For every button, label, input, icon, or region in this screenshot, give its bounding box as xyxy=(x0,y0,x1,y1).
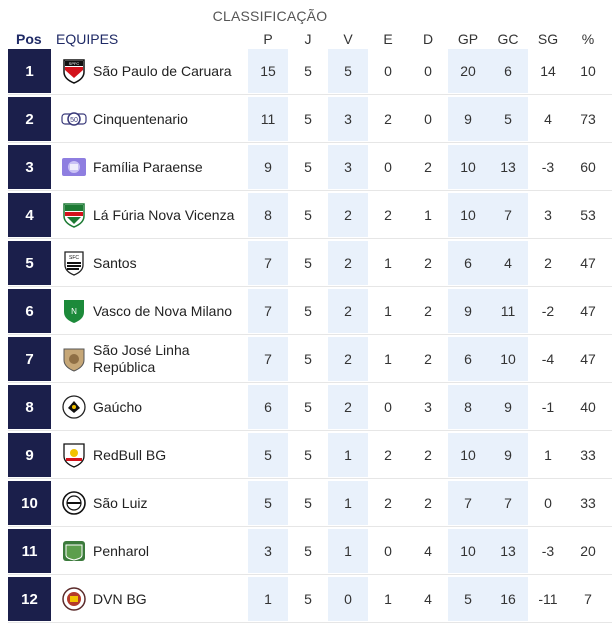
table-row[interactable] xyxy=(8,481,612,525)
stat-cell-sg: 4 xyxy=(544,111,552,127)
stat-cell-sg: 2 xyxy=(544,255,552,271)
stat-cell-d: 0 xyxy=(424,63,432,79)
teams-header: EQUIPES xyxy=(56,31,119,47)
stat-cell-j: 5 xyxy=(304,303,312,319)
column-header-3: E xyxy=(383,31,393,47)
stat-cell-sg: 3 xyxy=(544,207,552,223)
table-row[interactable] xyxy=(8,97,612,141)
stat-cell-e: 2 xyxy=(384,111,392,127)
stat-cell-gc: 10 xyxy=(488,337,528,381)
row-divider xyxy=(8,430,612,431)
stat-cell-j: 5 xyxy=(304,63,312,79)
table-row[interactable] xyxy=(8,289,612,333)
team-name[interactable]: São José Linha República xyxy=(93,342,190,375)
svg-text:N: N xyxy=(71,307,77,316)
stat-cell-gc: 9 xyxy=(488,433,528,477)
team-name[interactable]: Lá Fúria Nova Vicenza xyxy=(93,206,235,223)
stat-cell-gp: 5 xyxy=(448,577,488,621)
stat-cell-j: 5 xyxy=(304,159,312,175)
team-name[interactable]: Gaúcho xyxy=(93,398,143,415)
stat-cell-sg: -3 xyxy=(541,543,555,559)
redbull-badge-icon xyxy=(61,442,87,468)
stat-cell-gc: 4 xyxy=(488,241,528,285)
stat-cell-e: 0 xyxy=(384,63,392,79)
stat-cell-e: 2 xyxy=(384,447,392,463)
row-divider xyxy=(8,622,612,623)
stat-cell-d: 1 xyxy=(424,207,432,223)
stat-cell-pct: 47 xyxy=(580,255,596,271)
team-cell[interactable] xyxy=(51,145,249,189)
stat-cell-gp: 20 xyxy=(448,49,488,93)
classificacao-title: CLASSIFICAÇÃO xyxy=(212,8,328,24)
vasco-badge-icon xyxy=(61,298,87,324)
santos-badge-icon xyxy=(61,250,87,276)
stat-cell-v: 2 xyxy=(328,193,368,237)
stat-cell-pct: 47 xyxy=(580,303,596,319)
team-name[interactable]: Santos xyxy=(93,254,137,271)
stat-cell-e: 2 xyxy=(384,495,392,511)
stat-cell-v: 0 xyxy=(328,577,368,621)
table-row[interactable] xyxy=(8,529,612,573)
stat-cell-e: 1 xyxy=(384,591,392,607)
row-divider xyxy=(8,190,612,191)
stat-cell-d: 2 xyxy=(424,351,432,367)
stat-cell-sg: 0 xyxy=(544,495,552,511)
stat-cell-p: 5 xyxy=(248,481,288,525)
stat-cell-p: 15 xyxy=(248,49,288,93)
stat-cell-pct: 33 xyxy=(580,495,596,511)
column-header-0: P xyxy=(263,31,273,47)
stat-cell-gp: 10 xyxy=(448,433,488,477)
team-name[interactable]: São Paulo de Caruara xyxy=(93,62,232,79)
column-header-4: D xyxy=(422,31,434,47)
stat-cell-e: 0 xyxy=(384,399,392,415)
column-header-6: GC xyxy=(497,31,519,47)
stat-cell-j: 5 xyxy=(304,351,312,367)
position-number: 6 xyxy=(8,289,51,333)
stat-cell-gp: 8 xyxy=(448,385,488,429)
table-row[interactable] xyxy=(8,577,612,621)
team-name[interactable]: DVN BG xyxy=(93,590,147,607)
stat-cell-pct: 7 xyxy=(584,591,592,607)
team-name[interactable]: São Luiz xyxy=(93,494,148,511)
svg-text:SPFC: SPFC xyxy=(68,61,80,66)
stat-cell-v: 5 xyxy=(328,49,368,93)
stat-cell-gp: 6 xyxy=(448,337,488,381)
position-number: 12 xyxy=(8,577,51,621)
penharol-badge-icon xyxy=(61,538,87,564)
furia-badge-icon xyxy=(61,202,87,228)
team-cell[interactable] xyxy=(51,337,249,381)
stat-cell-sg: 14 xyxy=(540,63,556,79)
stat-cell-pct: 60 xyxy=(580,159,596,175)
stat-cell-p: 7 xyxy=(248,241,288,285)
column-header-1: J xyxy=(304,31,312,47)
stat-cell-d: 3 xyxy=(424,399,432,415)
team-cell[interactable] xyxy=(51,385,249,429)
stat-cell-e: 0 xyxy=(384,159,392,175)
row-divider xyxy=(8,574,612,575)
column-header-2: V xyxy=(343,31,353,47)
stat-cell-p: 5 xyxy=(248,433,288,477)
stat-cell-e: 0 xyxy=(384,543,392,559)
stat-cell-gc: 11 xyxy=(488,289,528,333)
stat-cell-pct: 53 xyxy=(580,207,596,223)
stat-cell-v: 1 xyxy=(328,529,368,573)
position-number: 9 xyxy=(8,433,51,477)
team-cell[interactable] xyxy=(51,577,249,621)
pos-header: Pos xyxy=(16,31,42,47)
stat-cell-v: 3 xyxy=(328,97,368,141)
stat-cell-v: 2 xyxy=(328,385,368,429)
stat-cell-gc: 7 xyxy=(488,481,528,525)
stat-cell-d: 2 xyxy=(424,303,432,319)
sao-jose-badge-icon xyxy=(61,346,87,372)
position-number: 5 xyxy=(8,241,51,285)
stat-cell-d: 2 xyxy=(424,495,432,511)
row-divider xyxy=(8,286,612,287)
paraense-badge-icon xyxy=(61,154,87,180)
stat-cell-j: 5 xyxy=(304,399,312,415)
stat-cell-sg: -11 xyxy=(538,591,558,607)
stat-cell-e: 1 xyxy=(384,303,392,319)
stat-cell-p: 3 xyxy=(248,529,288,573)
stat-cell-p: 7 xyxy=(248,289,288,333)
table-row[interactable] xyxy=(8,433,612,477)
stat-cell-v: 2 xyxy=(328,289,368,333)
stat-cell-gc: 7 xyxy=(488,193,528,237)
column-header-8: % xyxy=(581,31,595,47)
table-row[interactable] xyxy=(8,145,612,189)
stat-cell-gp: 9 xyxy=(448,289,488,333)
stat-cell-sg: -1 xyxy=(541,399,555,415)
team-cell[interactable] xyxy=(51,241,249,285)
column-header-5: GP xyxy=(457,31,479,47)
position-number: 10 xyxy=(8,481,51,525)
stat-cell-pct: 33 xyxy=(580,447,596,463)
stat-cell-gc: 13 xyxy=(488,145,528,189)
table-row[interactable] xyxy=(8,193,612,237)
stat-cell-e: 1 xyxy=(384,351,392,367)
stat-cell-gc: 6 xyxy=(488,49,528,93)
stat-cell-p: 6 xyxy=(248,385,288,429)
cinquentenario-badge-icon xyxy=(61,106,87,132)
stat-cell-p: 9 xyxy=(248,145,288,189)
stat-cell-gp: 6 xyxy=(448,241,488,285)
stat-cell-p: 8 xyxy=(248,193,288,237)
stat-cell-gc: 13 xyxy=(488,529,528,573)
position-number: 3 xyxy=(8,145,51,189)
stat-cell-d: 2 xyxy=(424,447,432,463)
stat-cell-sg: -2 xyxy=(541,303,555,319)
stat-cell-j: 5 xyxy=(304,447,312,463)
stat-cell-p: 11 xyxy=(248,97,288,141)
row-divider xyxy=(8,526,612,527)
position-number: 1 xyxy=(8,49,51,93)
team-cell[interactable] xyxy=(51,481,249,525)
stat-cell-sg: 1 xyxy=(544,447,552,463)
stat-cell-gp: 9 xyxy=(448,97,488,141)
stat-cell-gp: 10 xyxy=(448,145,488,189)
stat-cell-p: 7 xyxy=(248,337,288,381)
stat-cell-pct: 20 xyxy=(580,543,596,559)
team-cell[interactable] xyxy=(51,529,249,573)
team-name[interactable]: Cinquentenario xyxy=(93,110,188,127)
stat-cell-v: 3 xyxy=(328,145,368,189)
stat-cell-j: 5 xyxy=(304,495,312,511)
position-number: 7 xyxy=(8,337,51,381)
table-row[interactable] xyxy=(8,337,612,381)
stat-cell-sg: -4 xyxy=(541,351,555,367)
stat-cell-sg: -3 xyxy=(541,159,555,175)
stat-cell-j: 5 xyxy=(304,543,312,559)
stat-cell-d: 2 xyxy=(424,159,432,175)
stat-cell-v: 2 xyxy=(328,337,368,381)
column-header-7: SG xyxy=(537,31,559,47)
team-cell[interactable] xyxy=(51,97,249,141)
sp-badge-icon xyxy=(61,58,87,84)
team-cell[interactable] xyxy=(51,193,249,237)
stat-cell-gc: 9 xyxy=(488,385,528,429)
position-number: 8 xyxy=(8,385,51,429)
team-name[interactable]: Penharol xyxy=(93,542,150,559)
team-cell[interactable] xyxy=(51,289,249,333)
stat-cell-e: 1 xyxy=(384,255,392,271)
stat-cell-d: 4 xyxy=(424,543,432,559)
table-row[interactable] xyxy=(8,49,612,93)
team-name[interactable]: RedBull BG xyxy=(93,446,167,463)
stat-cell-j: 5 xyxy=(304,111,312,127)
stat-cell-v: 1 xyxy=(328,481,368,525)
stat-cell-d: 4 xyxy=(424,591,432,607)
position-number: 2 xyxy=(8,97,51,141)
row-divider xyxy=(8,334,612,335)
stat-cell-pct: 73 xyxy=(580,111,596,127)
team-cell[interactable] xyxy=(51,49,249,93)
position-number: 4 xyxy=(8,193,51,237)
stat-cell-pct: 40 xyxy=(580,399,596,415)
sao-luiz-badge-icon xyxy=(61,490,87,516)
table-row[interactable] xyxy=(8,385,612,429)
stat-cell-gp: 7 xyxy=(448,481,488,525)
row-divider xyxy=(8,142,612,143)
stat-cell-gp: 10 xyxy=(448,529,488,573)
row-divider xyxy=(8,94,612,95)
stat-cell-v: 1 xyxy=(328,433,368,477)
svg-text:SFC: SFC xyxy=(69,255,79,261)
gaucho-badge-icon xyxy=(61,394,87,420)
stat-cell-j: 5 xyxy=(304,255,312,271)
stat-cell-gc: 16 xyxy=(488,577,528,621)
stat-cell-j: 5 xyxy=(304,207,312,223)
stat-cell-d: 2 xyxy=(424,255,432,271)
dvn-badge-icon xyxy=(61,586,87,612)
team-name[interactable]: Família Paraense xyxy=(93,158,203,175)
stat-cell-e: 2 xyxy=(384,207,392,223)
table-row[interactable] xyxy=(8,241,612,285)
row-divider xyxy=(8,238,612,239)
svg-text:50: 50 xyxy=(70,117,78,124)
stat-cell-gc: 5 xyxy=(488,97,528,141)
stat-cell-d: 0 xyxy=(424,111,432,127)
stat-cell-gp: 10 xyxy=(448,193,488,237)
stat-cell-v: 2 xyxy=(328,241,368,285)
row-divider xyxy=(8,382,612,383)
row-divider xyxy=(8,478,612,479)
stat-cell-pct: 10 xyxy=(580,63,596,79)
stat-cell-p: 1 xyxy=(248,577,288,621)
position-number: 11 xyxy=(8,529,51,573)
stat-cell-j: 5 xyxy=(304,591,312,607)
team-name[interactable]: Vasco de Nova Milano xyxy=(93,302,233,319)
stat-cell-pct: 47 xyxy=(580,351,596,367)
team-cell[interactable] xyxy=(51,433,249,477)
